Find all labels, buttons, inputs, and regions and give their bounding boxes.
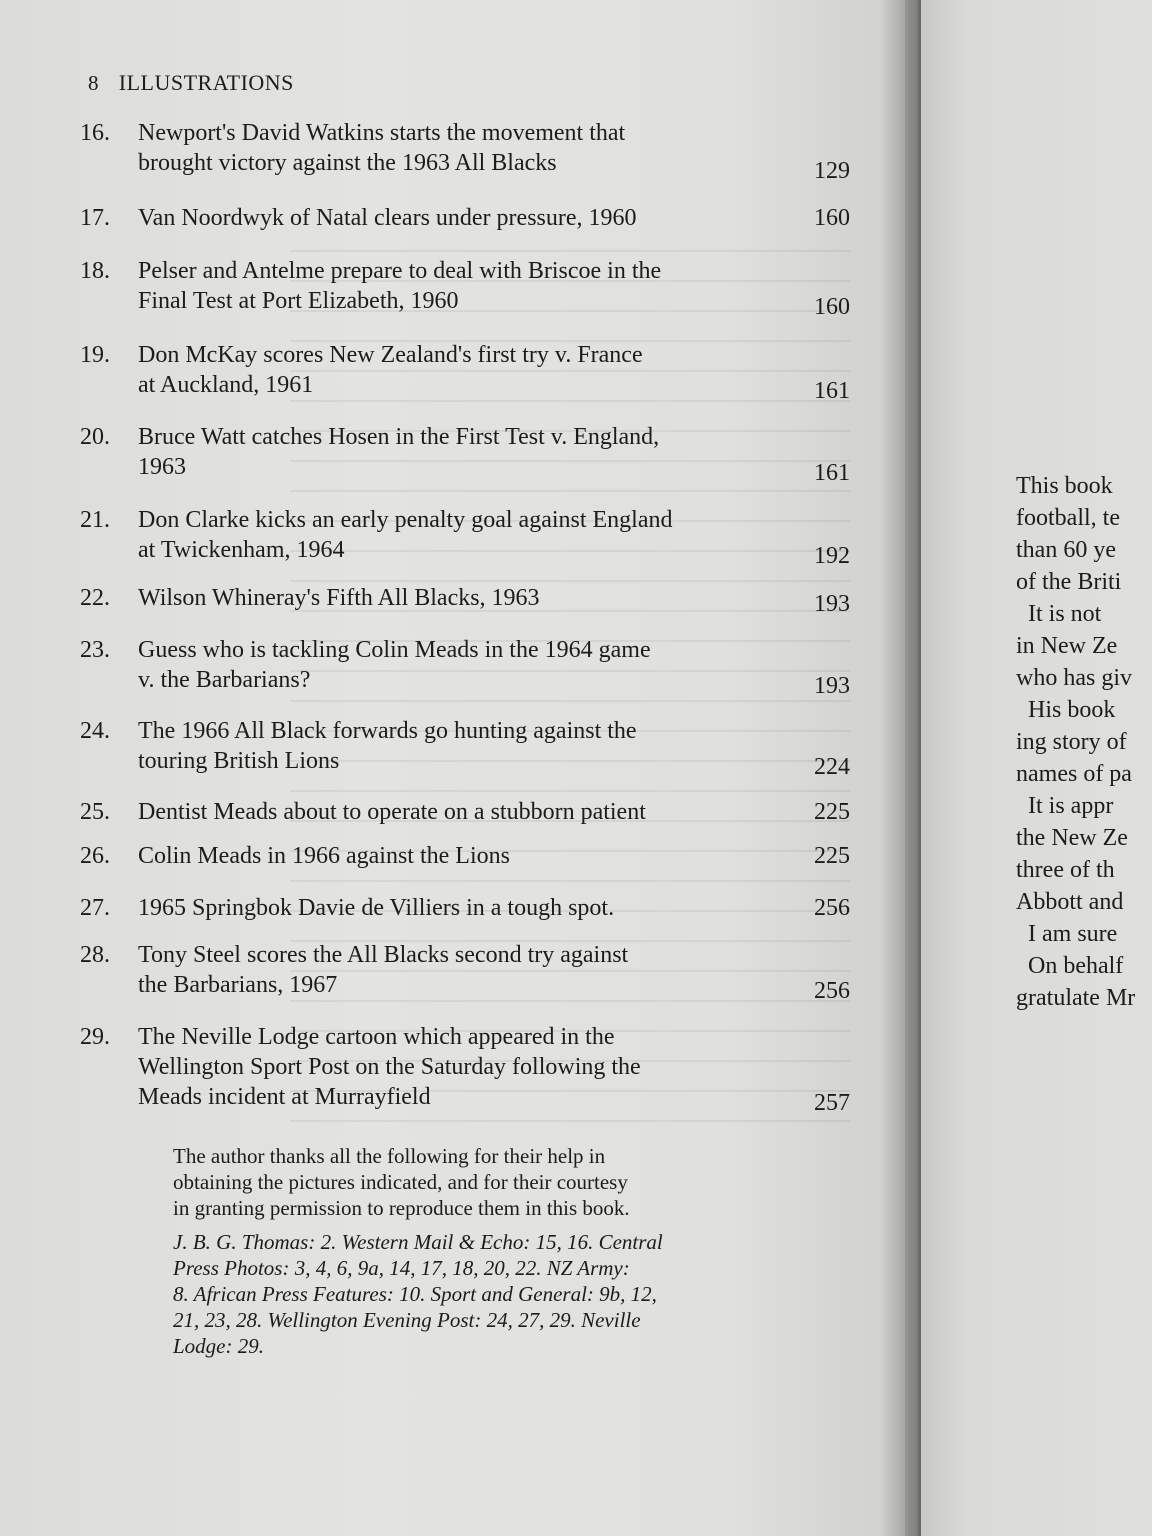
illustration-entry — [80, 893, 850, 925]
illustration-entry — [80, 340, 850, 408]
entry-page-number: 161 — [814, 378, 850, 404]
entry-page-number: 256 — [814, 978, 850, 1004]
running-head — [88, 70, 294, 96]
entry-page-number: 193 — [814, 673, 850, 699]
facing-page-line: in New Ze — [1016, 633, 1118, 659]
facing-page-line: His book — [1016, 697, 1116, 723]
entry-caption: Dentist Meads about to operate on a stubborn patient — [138, 799, 646, 825]
facing-page-line: Abbott and — [1016, 889, 1124, 915]
entry-page-number: 160 — [814, 205, 850, 231]
facing-page-line: names of pa — [1016, 761, 1132, 787]
photo-credits: J. B. G. Thomas: 2. Western Mail & Echo: 15, 16. Central Press Photos: 3, 4, 6, 9a, 14, 17, 18, 20, 22. NZ Army: 8. African Press Features: 10. Sport and General: 9b, 12, 21, 23, 28. Wellington Evening Post: 24, 27, 29. Neville Lodge: 29. — [173, 1230, 663, 1358]
entry-number: 18. — [80, 258, 110, 284]
acknowledgement-block — [173, 1143, 753, 1359]
facing-page-line: football, te — [1016, 505, 1120, 531]
entry-caption: Don McKay scores New Zealand's first try v. France at Auckland, 1961 — [138, 342, 643, 398]
entry-caption: Guess who is tackling Colin Meads in the 1964 game v. the Barbarians? — [138, 637, 651, 693]
entry-number: 22. — [80, 585, 110, 611]
entry-caption: Bruce Watt catches Hosen in the First Test v. England, 1963 — [138, 424, 660, 480]
entry-page-number: 161 — [814, 460, 850, 486]
illustration-entry — [80, 583, 850, 621]
entry-page-number: 224 — [814, 754, 850, 780]
facing-page-line: It is appr — [1016, 793, 1114, 819]
entry-caption: Colin Meads in 1966 against the Lions — [138, 843, 510, 869]
entry-caption: The 1966 All Black forwards go hunting against the touring British Lions — [138, 718, 637, 774]
entry-page-number: 225 — [814, 799, 850, 825]
entry-page-number: 193 — [814, 591, 850, 617]
facing-page-line: than 60 ye — [1016, 537, 1116, 563]
entry-caption: Don Clarke kicks an early penalty goal against England at Twickenham, 1964 — [138, 507, 673, 563]
gutter-shadow — [880, 0, 920, 1536]
entry-number: 28. — [80, 942, 110, 968]
entry-number: 19. — [80, 342, 110, 368]
facing-page-line: ing story of — [1016, 729, 1127, 755]
illustration-entry — [80, 256, 850, 324]
illustration-entry — [80, 422, 850, 490]
entry-number: 23. — [80, 637, 110, 663]
entry-page-number: 257 — [814, 1090, 850, 1116]
facing-page-line: gratulate Mr — [1016, 985, 1136, 1011]
illustration-entry — [80, 118, 850, 188]
entry-number: 27. — [80, 895, 110, 921]
facing-page-line: I am sure — [1016, 921, 1118, 947]
illustration-entry — [80, 940, 850, 1008]
entry-caption: Newport's David Watkins starts the movement that brought victory against the 1963 All Blacks — [138, 120, 626, 176]
entry-page-number: 225 — [814, 843, 850, 869]
illustration-entry — [80, 716, 850, 784]
facing-page-line: three of th — [1016, 857, 1115, 883]
section-title: ILLUSTRATIONS — [118, 70, 294, 95]
illustration-entry — [80, 841, 850, 873]
page-number: 8 — [88, 71, 99, 95]
entry-caption: Tony Steel scores the All Blacks second try against the Barbarians, 1967 — [138, 942, 629, 998]
facing-page-line: who has giv — [1016, 665, 1132, 691]
entry-caption: Wilson Whineray's Fifth All Blacks, 1963 — [138, 585, 540, 611]
entry-number: 20. — [80, 424, 110, 450]
facing-page-line: It is not — [1016, 601, 1102, 627]
illustration-entry — [80, 505, 850, 573]
entry-number: 29. — [80, 1024, 110, 1050]
facing-page-line: the New Ze — [1016, 825, 1128, 851]
facing-page-line: of the Briti — [1016, 569, 1122, 595]
illustration-entry — [80, 797, 850, 829]
entry-caption: Pelser and Antelme prepare to deal with Briscoe in the Final Test at Port Elizabeth, 1960 — [138, 258, 662, 314]
entry-page-number: 192 — [814, 543, 850, 569]
entry-number: 24. — [80, 718, 110, 744]
facing-page-line: This book — [1016, 473, 1113, 499]
entry-page-number: 160 — [814, 294, 850, 320]
acknowledgement-text: The author thanks all the following for their help in obtaining the pictures indicated, and for their courtesy in granting permission to reproduce them in this book. — [173, 1144, 630, 1220]
facing-page-line: On behalf — [1016, 953, 1124, 979]
entry-number: 21. — [80, 507, 110, 533]
illustration-entry — [80, 635, 850, 703]
entry-number: 26. — [80, 843, 110, 869]
entry-number: 16. — [80, 120, 110, 146]
entry-number: 17. — [80, 205, 110, 231]
illustration-entry — [80, 203, 850, 235]
entry-caption: Van Noordwyk of Natal clears under pressure, 1960 — [138, 205, 637, 231]
entry-caption: The Neville Lodge cartoon which appeared in the Wellington Sport Post on the Saturday following the Meads incident at Murrayfield — [138, 1024, 641, 1110]
entry-page-number: 256 — [814, 895, 850, 921]
entry-page-number: 129 — [814, 158, 850, 184]
illustration-entry — [80, 1022, 850, 1120]
entry-number: 25. — [80, 799, 110, 825]
entry-caption: 1965 Springbok Davie de Villiers in a tough spot. — [138, 895, 615, 921]
